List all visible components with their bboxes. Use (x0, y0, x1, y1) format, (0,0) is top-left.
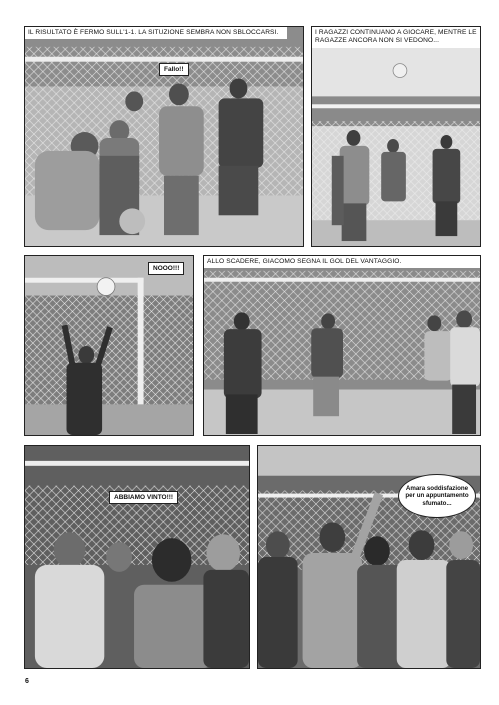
panel-5-speech-bubble: ABBIAMO VINTO!!! (109, 491, 178, 504)
panel-3-speech-bubble: NOOO!!! (148, 262, 184, 275)
panel-6-thought-bubble (398, 474, 476, 518)
panel-4-caption: ALLO SCADERE, GIACOMO SEGNA IL GOL DEL VANTAGGIO. (204, 256, 481, 268)
thought-line-2: per un appuntamento (405, 492, 469, 500)
comic-panel-1 (24, 26, 304, 247)
thought-line-1: Amara soddisfazione (405, 484, 469, 492)
panel-3-photo (25, 256, 193, 435)
panel-2-photo (312, 27, 480, 246)
panel-4-photo (204, 256, 480, 435)
thought-line-3: sfumato... (422, 499, 452, 507)
comic-panel-6 (257, 445, 481, 669)
panel-1-caption: IL RISULTATO È FERMO SULL'1-1. LA SITUZIONE SEMBRA NON SBLOCCARSI. (25, 27, 287, 39)
panel-2-caption: I RAGAZZI CONTINUANO A GIOCARE, MENTRE LE RAGAZZE ANCORA NON SI VEDONO... (312, 27, 481, 48)
page-number: 6 (25, 678, 29, 685)
comic-panel-4 (203, 255, 481, 436)
comic-panel-3 (24, 255, 194, 436)
panel-1-speech-bubble: Fallo!! (159, 63, 189, 76)
panel-1-photo (25, 27, 303, 246)
panel-5-photo (25, 446, 249, 668)
comic-panel-5 (24, 445, 250, 669)
comic-panel-2 (311, 26, 481, 247)
